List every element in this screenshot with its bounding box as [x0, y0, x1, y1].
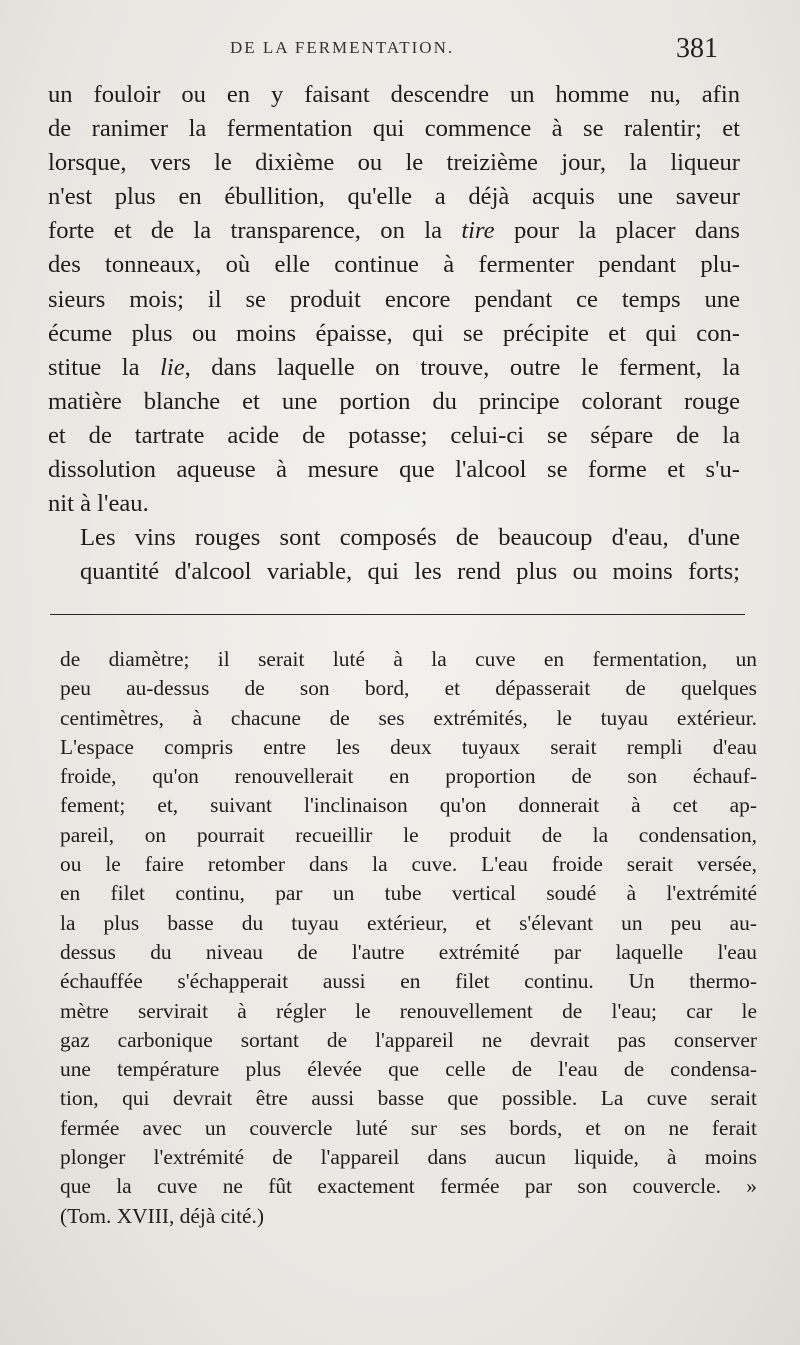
page-number: 381 — [676, 33, 718, 64]
text-line: et de tartrate acide de potasse; celui-ci se sépare de la — [48, 421, 740, 449]
footnote-line: mètre servirait à régler le renouvellement de l'eau; car le — [60, 998, 757, 1023]
text-segment: pour la placer dans — [513, 217, 740, 245]
footnote-divider — [50, 614, 745, 615]
footnote-line: fermée avec un couvercle luté sur ses bords, et on ne ferait — [60, 1115, 757, 1140]
footnote-line: en filet continu, par un tube vertical soudé à l'extrémité — [60, 881, 757, 906]
main-text — [48, 78, 740, 589]
text-line: écume plus ou moins épaisse, qui se précipite et qui con- — [48, 319, 740, 347]
footnote-line: plonger l'extrémité de l'appareil dans aucun liquide, à moins — [60, 1145, 757, 1170]
footnote-line: une température plus élevée que celle de l'eau de condensa- — [60, 1057, 757, 1082]
text-line: lorsque, vers le dixième ou le treizième jour, la liqueur — [48, 149, 740, 177]
footnote-line: que la cuve ne fût exactement fermée par son couvercle. » — [60, 1174, 757, 1199]
footnote-line: peu au-dessus de son bord, et dépasserait de quelques — [60, 676, 757, 701]
footnote-line: tion, qui devrait être aussi basse que possible. La cuve serait — [60, 1086, 757, 1111]
footnote-line: dessus du niveau de l'autre extrémité par laquelle l'eau — [60, 939, 757, 964]
footnote-line: centimètres, à chacune de ses extrémités, le tuyau extérieur. — [60, 705, 757, 730]
paragraph-1 — [48, 78, 740, 521]
footnote-line: froide, qu'on renouvellerait en proportion de son échauf- — [60, 764, 757, 789]
text-line: un fouloir ou en y faisant descendre un homme nu, afin — [48, 81, 740, 108]
footnote-line: fement; et, suivant l'inclinaison qu'on donnerait à cet ap- — [60, 793, 757, 818]
text-line: des tonneaux, où elle continue à fermenter pendant plu- — [48, 251, 740, 279]
footnote-line: de diamètre; il serait luté à la cuve en fermentation, un — [60, 647, 757, 671]
text-line: n'est plus en ébullition, qu'elle a déjà acquis une saveur — [48, 183, 740, 211]
footnote — [60, 645, 757, 1231]
footnote-line: (Tom. XVIII, déjà cité.) — [60, 1203, 265, 1228]
text-line: de ranimer la fermentation qui commence à se ralentir; et — [48, 115, 740, 143]
footnote-line: ou le faire retomber dans la cuve. L'eau froide serait versée, — [60, 852, 757, 877]
text-line: dissolution aqueuse à mesure que l'alcool se forme et s'u- — [48, 456, 740, 484]
text-line: nit à l'eau. — [48, 490, 149, 518]
text-line: quantité d'alcool variable, qui les rend plus ou moins forts; — [80, 558, 740, 586]
footnote-line: pareil, on pourrait recueillir le produit de la condensation, — [60, 822, 757, 847]
footnote-line: L'espace compris entre les deux tuyaux serait rempli d'eau — [60, 734, 757, 759]
text-line: Les vins rouges sont composés de beaucoup d'eau, d'une — [80, 524, 740, 552]
text-segment: stitue la — [48, 353, 140, 381]
text-line: matière blanche et une portion du principe colorant rouge — [48, 387, 740, 415]
text-line — [48, 214, 740, 248]
footnote-paragraph — [60, 645, 757, 1231]
italic-term: tire — [461, 217, 495, 245]
text-segment: , dans laquelle on trouve, outre le ferment, la — [184, 353, 740, 381]
text-line: sieurs mois; il se produit encore pendant ce temps une — [48, 285, 740, 313]
text-segment: forte et de la transparence, on la — [48, 217, 442, 245]
footnote-line: la plus basse du tuyau extérieur, et s'élevant un peu au- — [60, 910, 757, 935]
italic-term: lie — [160, 353, 185, 381]
text-line — [48, 351, 740, 385]
footnote-line: échauffée s'échapperait aussi en filet continu. Un thermo- — [60, 969, 757, 994]
footnote-line: gaz carbonique sortant de l'appareil ne devrait pas conserver — [60, 1027, 757, 1052]
running-title: DE LA FERMENTATION. — [230, 38, 455, 57]
paragraph-2 — [48, 521, 740, 589]
